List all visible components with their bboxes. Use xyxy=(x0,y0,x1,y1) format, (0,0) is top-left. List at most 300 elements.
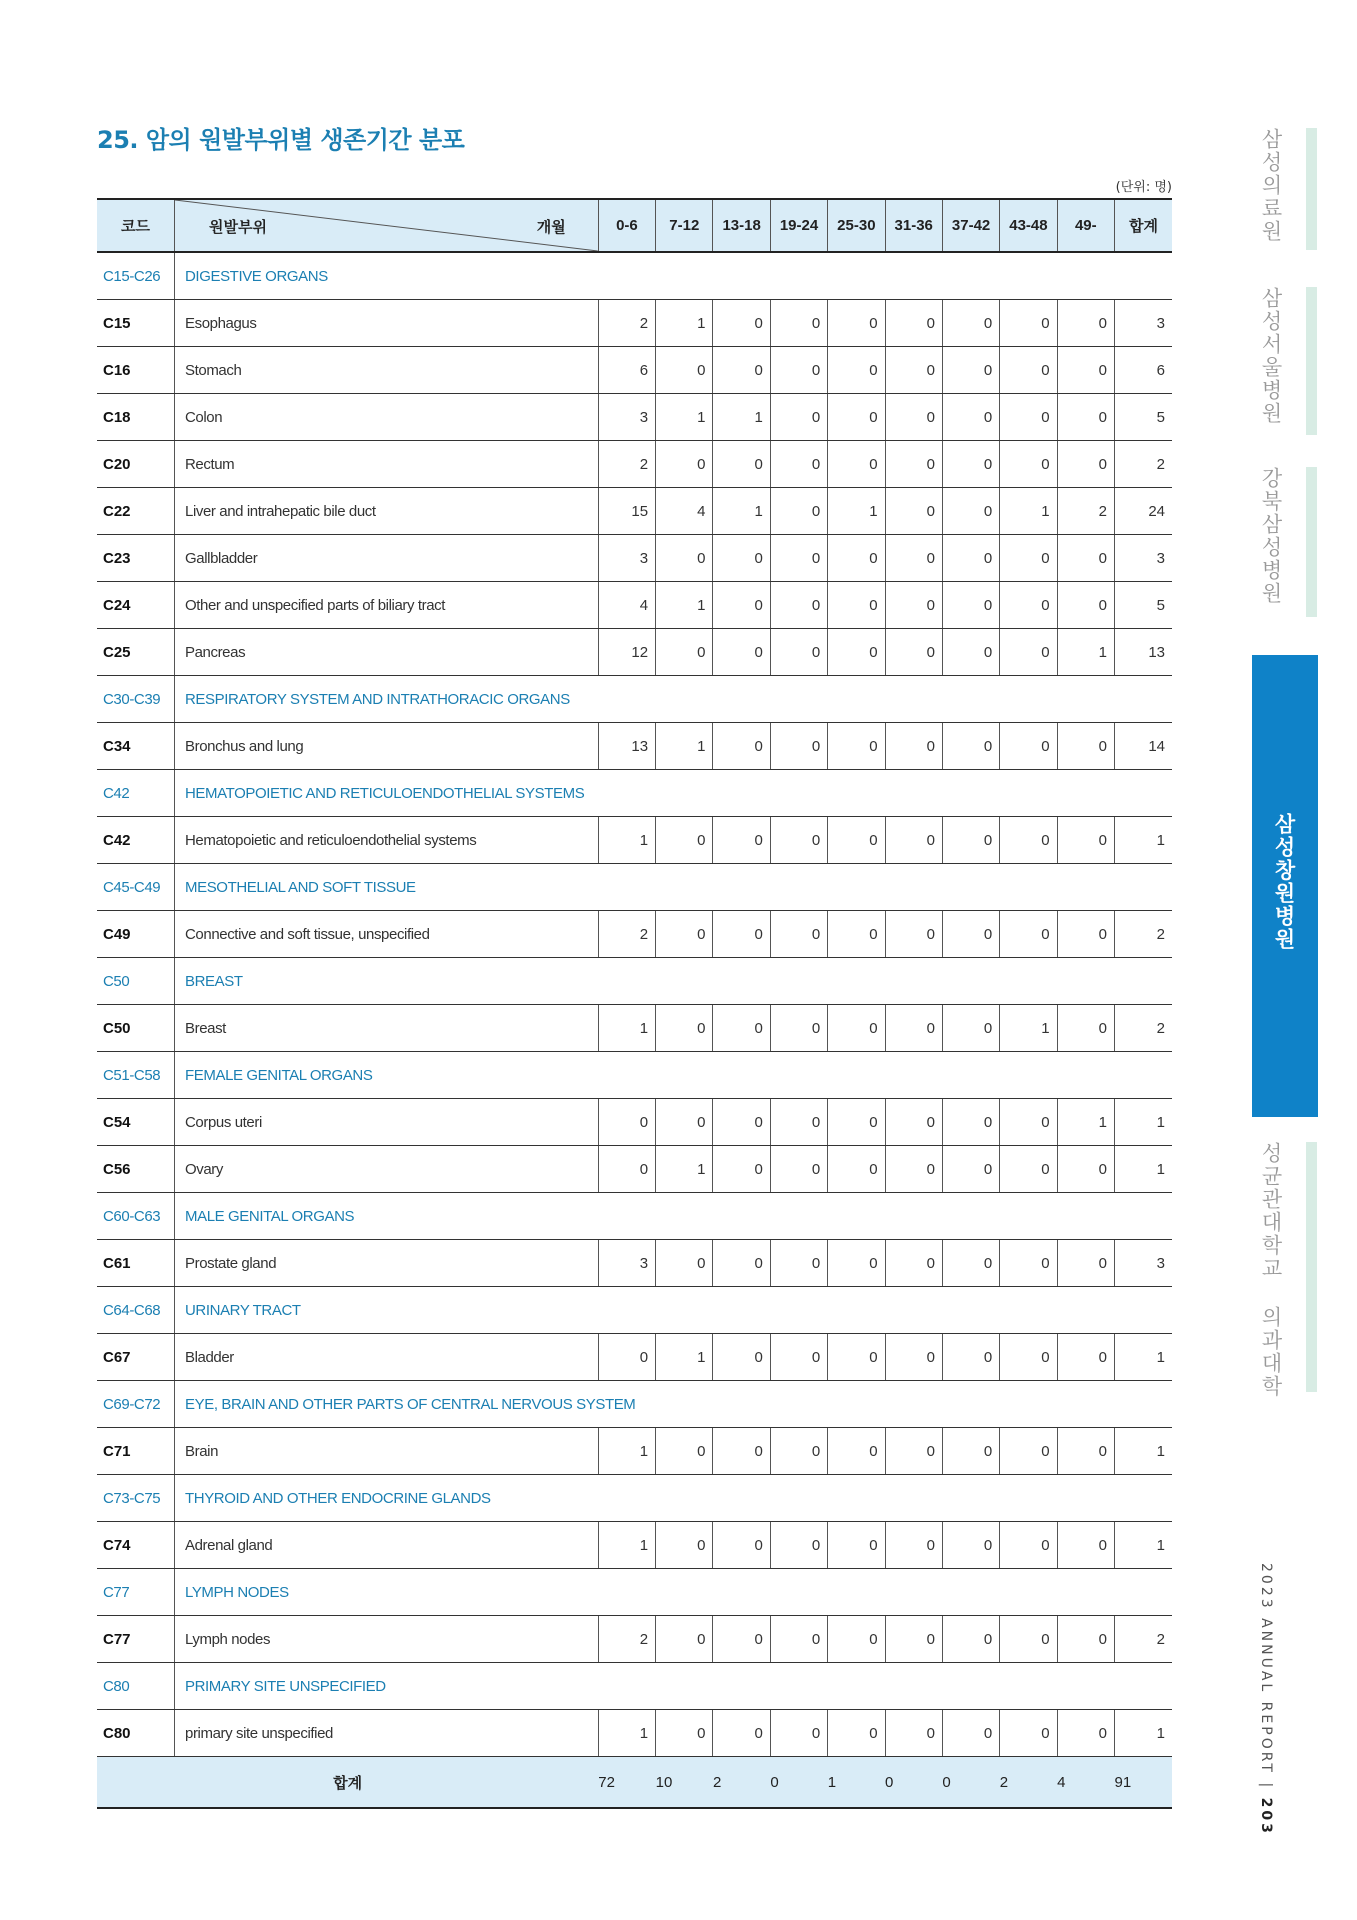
value-cell: 0 xyxy=(1000,535,1057,582)
value-cell: 0 xyxy=(942,1146,999,1193)
header-site-months xyxy=(175,199,599,252)
value-cell: 1 xyxy=(713,394,770,441)
value-cell: 0 xyxy=(1057,1616,1114,1663)
value-cell: 0 xyxy=(770,1334,827,1381)
value-cell: 0 xyxy=(1000,817,1057,864)
group-name: URINARY TRACT xyxy=(175,1287,1173,1334)
value-cell: 0 xyxy=(1057,347,1114,394)
value-cell: 0 xyxy=(942,1005,999,1052)
total-cell: 4 xyxy=(1057,1757,1114,1809)
value-cell: 0 xyxy=(1000,347,1057,394)
site-name: Breast xyxy=(175,1005,599,1052)
site-code: C61 xyxy=(97,1240,175,1287)
group-name: LYMPH NODES xyxy=(175,1569,1173,1616)
value-cell: 5 xyxy=(1114,582,1172,629)
sidebar-item-samsung-seoul[interactable]: 삼성서울병원 xyxy=(1259,287,1283,425)
value-cell: 0 xyxy=(598,1099,655,1146)
group-code: C77 xyxy=(97,1569,175,1616)
value-cell: 0 xyxy=(713,723,770,770)
value-cell: 0 xyxy=(942,582,999,629)
footer-separator: | xyxy=(1258,1782,1274,1791)
sidebar-item-kangbuk-samsung[interactable]: 강북삼성병원 xyxy=(1259,467,1283,605)
group-code: C69-C72 xyxy=(97,1381,175,1428)
table-row xyxy=(97,1334,1172,1381)
group-code: C45-C49 xyxy=(97,864,175,911)
value-cell: 0 xyxy=(1000,441,1057,488)
site-name: Gallbladder xyxy=(175,535,599,582)
value-cell: 1 xyxy=(1000,1005,1057,1052)
table-row xyxy=(97,1005,1172,1052)
value-cell: 0 xyxy=(770,629,827,676)
value-cell: 0 xyxy=(942,1428,999,1475)
value-cell: 0 xyxy=(942,1616,999,1663)
header-col: 49- xyxy=(1057,199,1114,252)
site-name: Stomach xyxy=(175,347,599,394)
value-cell: 0 xyxy=(885,1616,942,1663)
value-cell: 0 xyxy=(942,629,999,676)
group-row xyxy=(97,1193,1172,1240)
site-name: Connective and soft tissue, unspecified xyxy=(175,911,599,958)
value-cell: 1 xyxy=(656,394,713,441)
value-cell: 0 xyxy=(942,1522,999,1569)
value-cell: 0 xyxy=(1000,1428,1057,1475)
value-cell: 3 xyxy=(1114,300,1172,347)
value-cell: 1 xyxy=(1057,1099,1114,1146)
total-cell: 2 xyxy=(713,1757,770,1809)
value-cell: 0 xyxy=(713,1522,770,1569)
value-cell: 0 xyxy=(713,817,770,864)
value-cell: 1 xyxy=(598,1710,655,1757)
value-cell: 2 xyxy=(598,300,655,347)
group-name: HEMATOPOIETIC AND RETICULOENDOTHELIAL SYSTEMS xyxy=(175,770,1173,817)
group-row xyxy=(97,1475,1172,1522)
value-cell: 0 xyxy=(770,817,827,864)
value-cell: 24 xyxy=(1114,488,1172,535)
header-months: 개월 xyxy=(536,219,566,236)
group-name: BREAST xyxy=(175,958,1173,1005)
value-cell: 0 xyxy=(828,582,885,629)
group-row xyxy=(97,252,1172,300)
site-code: C25 xyxy=(97,629,175,676)
value-cell: 0 xyxy=(828,1334,885,1381)
header-col: 7-12 xyxy=(656,199,713,252)
site-name: Pancreas xyxy=(175,629,599,676)
total-cell: 0 xyxy=(770,1757,827,1809)
value-cell: 1 xyxy=(598,1428,655,1475)
value-cell: 0 xyxy=(885,1099,942,1146)
value-cell: 0 xyxy=(713,441,770,488)
header-col: 19-24 xyxy=(770,199,827,252)
value-cell: 0 xyxy=(828,1710,885,1757)
value-cell: 0 xyxy=(885,441,942,488)
value-cell: 0 xyxy=(713,1005,770,1052)
value-cell: 0 xyxy=(770,300,827,347)
group-name: MALE GENITAL ORGANS xyxy=(175,1193,1173,1240)
site-name: Ovary xyxy=(175,1146,599,1193)
table-row xyxy=(97,300,1172,347)
value-cell: 0 xyxy=(770,1710,827,1757)
value-cell: 0 xyxy=(1057,1240,1114,1287)
value-cell: 0 xyxy=(885,582,942,629)
value-cell: 0 xyxy=(770,347,827,394)
sidebar-marker xyxy=(1306,287,1317,435)
group-name: DIGESTIVE ORGANS xyxy=(175,252,1173,300)
group-row xyxy=(97,1569,1172,1616)
value-cell: 3 xyxy=(1114,535,1172,582)
value-cell: 1 xyxy=(1114,1146,1172,1193)
value-cell: 0 xyxy=(656,817,713,864)
site-code: C23 xyxy=(97,535,175,582)
header-col: 43-48 xyxy=(1000,199,1057,252)
sidebar-item-samsung-changwon[interactable] xyxy=(1252,655,1318,1117)
value-cell: 0 xyxy=(713,1099,770,1146)
site-name: Esophagus xyxy=(175,300,599,347)
site-code: C18 xyxy=(97,394,175,441)
value-cell: 0 xyxy=(1057,1005,1114,1052)
table-row xyxy=(97,723,1172,770)
value-cell: 0 xyxy=(656,629,713,676)
value-cell: 1 xyxy=(1114,1710,1172,1757)
group-row xyxy=(97,770,1172,817)
header-col: 0-6 xyxy=(598,199,655,252)
value-cell: 0 xyxy=(942,817,999,864)
value-cell: 14 xyxy=(1114,723,1172,770)
value-cell: 0 xyxy=(885,300,942,347)
value-cell: 2 xyxy=(598,1616,655,1663)
value-cell: 0 xyxy=(885,629,942,676)
group-code: C42 xyxy=(97,770,175,817)
page-title: 25. 암의 원발부위별 생존기간 분포 xyxy=(97,126,465,154)
value-cell: 1 xyxy=(656,1334,713,1381)
value-cell: 2 xyxy=(1114,911,1172,958)
value-cell: 1 xyxy=(1114,1099,1172,1146)
table-row xyxy=(97,1428,1172,1475)
value-cell: 1 xyxy=(1000,488,1057,535)
site-code: C54 xyxy=(97,1099,175,1146)
value-cell: 0 xyxy=(770,441,827,488)
value-cell: 0 xyxy=(713,1428,770,1475)
site-name: Rectum xyxy=(175,441,599,488)
value-cell: 1 xyxy=(1114,1522,1172,1569)
value-cell: 0 xyxy=(1057,1334,1114,1381)
value-cell: 0 xyxy=(828,1428,885,1475)
group-code: C73-C75 xyxy=(97,1475,175,1522)
value-cell: 0 xyxy=(598,1146,655,1193)
value-cell: 0 xyxy=(828,1146,885,1193)
table-row xyxy=(97,488,1172,535)
value-cell: 2 xyxy=(598,911,655,958)
value-cell: 0 xyxy=(885,1710,942,1757)
value-cell: 0 xyxy=(1057,723,1114,770)
site-name: Bronchus and lung xyxy=(175,723,599,770)
site-name: Bladder xyxy=(175,1334,599,1381)
value-cell: 0 xyxy=(770,1005,827,1052)
value-cell: 0 xyxy=(1000,1616,1057,1663)
report-name: 2023 ANNUAL REPORT xyxy=(1258,1563,1274,1775)
value-cell: 0 xyxy=(1057,582,1114,629)
value-cell: 1 xyxy=(828,488,885,535)
sidebar-item-label: 삼성창원병원 xyxy=(1272,813,1296,951)
value-cell: 1 xyxy=(598,1005,655,1052)
sidebar-item-skku-medicine[interactable]: 성균관대학교 의과대학 xyxy=(1259,1142,1283,1398)
value-cell: 0 xyxy=(1000,1146,1057,1193)
value-cell: 0 xyxy=(713,1240,770,1287)
value-cell: 0 xyxy=(656,1522,713,1569)
site-code: C16 xyxy=(97,347,175,394)
page-number: 203 xyxy=(1258,1797,1274,1836)
value-cell: 6 xyxy=(1114,347,1172,394)
group-name: PRIMARY SITE UNSPECIFIED xyxy=(175,1663,1173,1710)
value-cell: 0 xyxy=(885,1005,942,1052)
value-cell: 0 xyxy=(1057,817,1114,864)
group-row xyxy=(97,958,1172,1005)
site-code: C20 xyxy=(97,441,175,488)
value-cell: 0 xyxy=(885,1240,942,1287)
site-name: primary site unspecified xyxy=(175,1710,599,1757)
value-cell: 0 xyxy=(1000,394,1057,441)
group-row xyxy=(97,1287,1172,1334)
group-code: C30-C39 xyxy=(97,676,175,723)
total-cell: 2 xyxy=(1000,1757,1057,1809)
value-cell: 3 xyxy=(598,1240,655,1287)
value-cell: 0 xyxy=(770,535,827,582)
table-row xyxy=(97,817,1172,864)
group-code: C15-C26 xyxy=(97,252,175,300)
value-cell: 0 xyxy=(713,911,770,958)
value-cell: 1 xyxy=(656,300,713,347)
total-label: 합계 xyxy=(97,1757,598,1809)
value-cell: 0 xyxy=(713,582,770,629)
site-code: C49 xyxy=(97,911,175,958)
value-cell: 0 xyxy=(656,911,713,958)
value-cell: 0 xyxy=(770,582,827,629)
table-row xyxy=(97,582,1172,629)
site-name: Lymph nodes xyxy=(175,1616,599,1663)
value-cell: 0 xyxy=(770,1616,827,1663)
total-cell: 1 xyxy=(828,1757,885,1809)
value-cell: 0 xyxy=(713,1616,770,1663)
group-row xyxy=(97,1052,1172,1099)
value-cell: 0 xyxy=(1000,582,1057,629)
value-cell: 0 xyxy=(828,1522,885,1569)
site-name: Prostate gland xyxy=(175,1240,599,1287)
table-row xyxy=(97,1240,1172,1287)
site-name: Corpus uteri xyxy=(175,1099,599,1146)
value-cell: 0 xyxy=(885,488,942,535)
site-code: C56 xyxy=(97,1146,175,1193)
site-code: C42 xyxy=(97,817,175,864)
value-cell: 0 xyxy=(885,394,942,441)
total-cell: 72 xyxy=(598,1757,655,1809)
value-cell: 0 xyxy=(828,1005,885,1052)
value-cell: 0 xyxy=(942,1710,999,1757)
value-cell: 0 xyxy=(1000,1099,1057,1146)
value-cell: 1 xyxy=(656,723,713,770)
site-code: C67 xyxy=(97,1334,175,1381)
page-footer xyxy=(1258,1563,1274,1836)
group-code: C64-C68 xyxy=(97,1287,175,1334)
value-cell: 0 xyxy=(1057,1710,1114,1757)
value-cell: 3 xyxy=(598,394,655,441)
table-row xyxy=(97,1146,1172,1193)
value-cell: 0 xyxy=(1057,394,1114,441)
group-name: THYROID AND OTHER ENDOCRINE GLANDS xyxy=(175,1475,1173,1522)
value-cell: 0 xyxy=(770,394,827,441)
value-cell: 0 xyxy=(770,1428,827,1475)
value-cell: 0 xyxy=(713,629,770,676)
value-cell: 0 xyxy=(1000,629,1057,676)
value-cell: 0 xyxy=(942,347,999,394)
value-cell: 0 xyxy=(1057,1146,1114,1193)
value-cell: 1 xyxy=(1114,817,1172,864)
value-cell: 0 xyxy=(942,394,999,441)
total-row xyxy=(97,1757,1172,1809)
value-cell: 0 xyxy=(656,1616,713,1663)
header-code: 코드 xyxy=(97,199,175,252)
value-cell: 1 xyxy=(656,1146,713,1193)
value-cell: 0 xyxy=(885,1146,942,1193)
site-code: C22 xyxy=(97,488,175,535)
value-cell: 0 xyxy=(1000,1334,1057,1381)
value-cell: 0 xyxy=(885,535,942,582)
table-row xyxy=(97,347,1172,394)
site-name: Other and unspecified parts of biliary tract xyxy=(175,582,599,629)
header-col: 37-42 xyxy=(942,199,999,252)
value-cell: 0 xyxy=(828,300,885,347)
value-cell: 0 xyxy=(656,1710,713,1757)
group-row xyxy=(97,1663,1172,1710)
value-cell: 0 xyxy=(656,1099,713,1146)
value-cell: 0 xyxy=(942,441,999,488)
value-cell: 0 xyxy=(1000,723,1057,770)
site-code: C24 xyxy=(97,582,175,629)
value-cell: 0 xyxy=(713,347,770,394)
value-cell: 0 xyxy=(656,1240,713,1287)
group-row xyxy=(97,676,1172,723)
value-cell: 0 xyxy=(885,1428,942,1475)
value-cell: 0 xyxy=(1000,911,1057,958)
table-row xyxy=(97,629,1172,676)
value-cell: 1 xyxy=(598,1522,655,1569)
value-cell: 0 xyxy=(885,1334,942,1381)
value-cell: 0 xyxy=(828,394,885,441)
value-cell: 0 xyxy=(885,723,942,770)
value-cell: 4 xyxy=(656,488,713,535)
value-cell: 0 xyxy=(828,911,885,958)
total-cell: 0 xyxy=(885,1757,942,1809)
value-cell: 0 xyxy=(942,1099,999,1146)
group-row xyxy=(97,1381,1172,1428)
table-header-row xyxy=(97,199,1172,252)
value-cell: 0 xyxy=(656,535,713,582)
total-cell: 10 xyxy=(656,1757,713,1809)
value-cell: 0 xyxy=(942,535,999,582)
value-cell: 0 xyxy=(828,1099,885,1146)
unit-label: (단위: 명) xyxy=(1115,180,1172,195)
value-cell: 0 xyxy=(713,1710,770,1757)
value-cell: 0 xyxy=(885,911,942,958)
value-cell: 1 xyxy=(1057,629,1114,676)
value-cell: 2 xyxy=(598,441,655,488)
site-name: Brain xyxy=(175,1428,599,1475)
value-cell: 6 xyxy=(598,347,655,394)
site-code: C71 xyxy=(97,1428,175,1475)
site-code: C15 xyxy=(97,300,175,347)
value-cell: 0 xyxy=(770,911,827,958)
value-cell: 0 xyxy=(1000,1522,1057,1569)
value-cell: 0 xyxy=(828,629,885,676)
value-cell: 0 xyxy=(1057,441,1114,488)
value-cell: 0 xyxy=(1057,535,1114,582)
value-cell: 0 xyxy=(1057,1428,1114,1475)
header-col: 합계 xyxy=(1114,199,1172,252)
value-cell: 0 xyxy=(828,441,885,488)
value-cell: 0 xyxy=(656,441,713,488)
table-row xyxy=(97,1710,1172,1757)
value-cell: 0 xyxy=(770,1522,827,1569)
header-col: 31-36 xyxy=(885,199,942,252)
value-cell: 13 xyxy=(598,723,655,770)
value-cell: 0 xyxy=(1000,1710,1057,1757)
value-cell: 1 xyxy=(656,582,713,629)
header-col: 25-30 xyxy=(828,199,885,252)
value-cell: 0 xyxy=(770,488,827,535)
group-code: C80 xyxy=(97,1663,175,1710)
group-name: EYE, BRAIN AND OTHER PARTS OF CENTRAL NERVOUS SYSTEM xyxy=(175,1381,1173,1428)
group-name: FEMALE GENITAL ORGANS xyxy=(175,1052,1173,1099)
sidebar-item-samsung-medical[interactable]: 삼성의료원 xyxy=(1259,128,1283,243)
sidebar-marker xyxy=(1306,1142,1317,1392)
group-row xyxy=(97,864,1172,911)
value-cell: 0 xyxy=(828,1616,885,1663)
value-cell: 0 xyxy=(656,347,713,394)
table-body xyxy=(97,252,1172,1757)
value-cell: 4 xyxy=(598,582,655,629)
value-cell: 0 xyxy=(828,817,885,864)
value-cell: 0 xyxy=(1057,1522,1114,1569)
value-cell: 3 xyxy=(598,535,655,582)
sidebar-marker xyxy=(1306,128,1317,250)
value-cell: 2 xyxy=(1057,488,1114,535)
value-cell: 0 xyxy=(828,1240,885,1287)
value-cell: 0 xyxy=(885,1522,942,1569)
table-row xyxy=(97,1099,1172,1146)
value-cell: 0 xyxy=(713,1334,770,1381)
value-cell: 0 xyxy=(1000,300,1057,347)
value-cell: 0 xyxy=(828,347,885,394)
value-cell: 0 xyxy=(828,535,885,582)
value-cell: 0 xyxy=(1057,911,1114,958)
site-code: C50 xyxy=(97,1005,175,1052)
value-cell: 0 xyxy=(598,1334,655,1381)
site-name: Liver and intrahepatic bile duct xyxy=(175,488,599,535)
site-name: Adrenal gland xyxy=(175,1522,599,1569)
value-cell: 2 xyxy=(1114,1005,1172,1052)
value-cell: 3 xyxy=(1114,1240,1172,1287)
value-cell: 0 xyxy=(828,723,885,770)
group-name: MESOTHELIAL AND SOFT TISSUE xyxy=(175,864,1173,911)
total-cell: 91 xyxy=(1114,1757,1172,1809)
value-cell: 12 xyxy=(598,629,655,676)
value-cell: 1 xyxy=(713,488,770,535)
value-cell: 0 xyxy=(1000,1240,1057,1287)
header-col: 13-18 xyxy=(713,199,770,252)
value-cell: 15 xyxy=(598,488,655,535)
value-cell: 0 xyxy=(885,347,942,394)
group-code: C60-C63 xyxy=(97,1193,175,1240)
value-cell: 0 xyxy=(942,300,999,347)
table-row xyxy=(97,394,1172,441)
